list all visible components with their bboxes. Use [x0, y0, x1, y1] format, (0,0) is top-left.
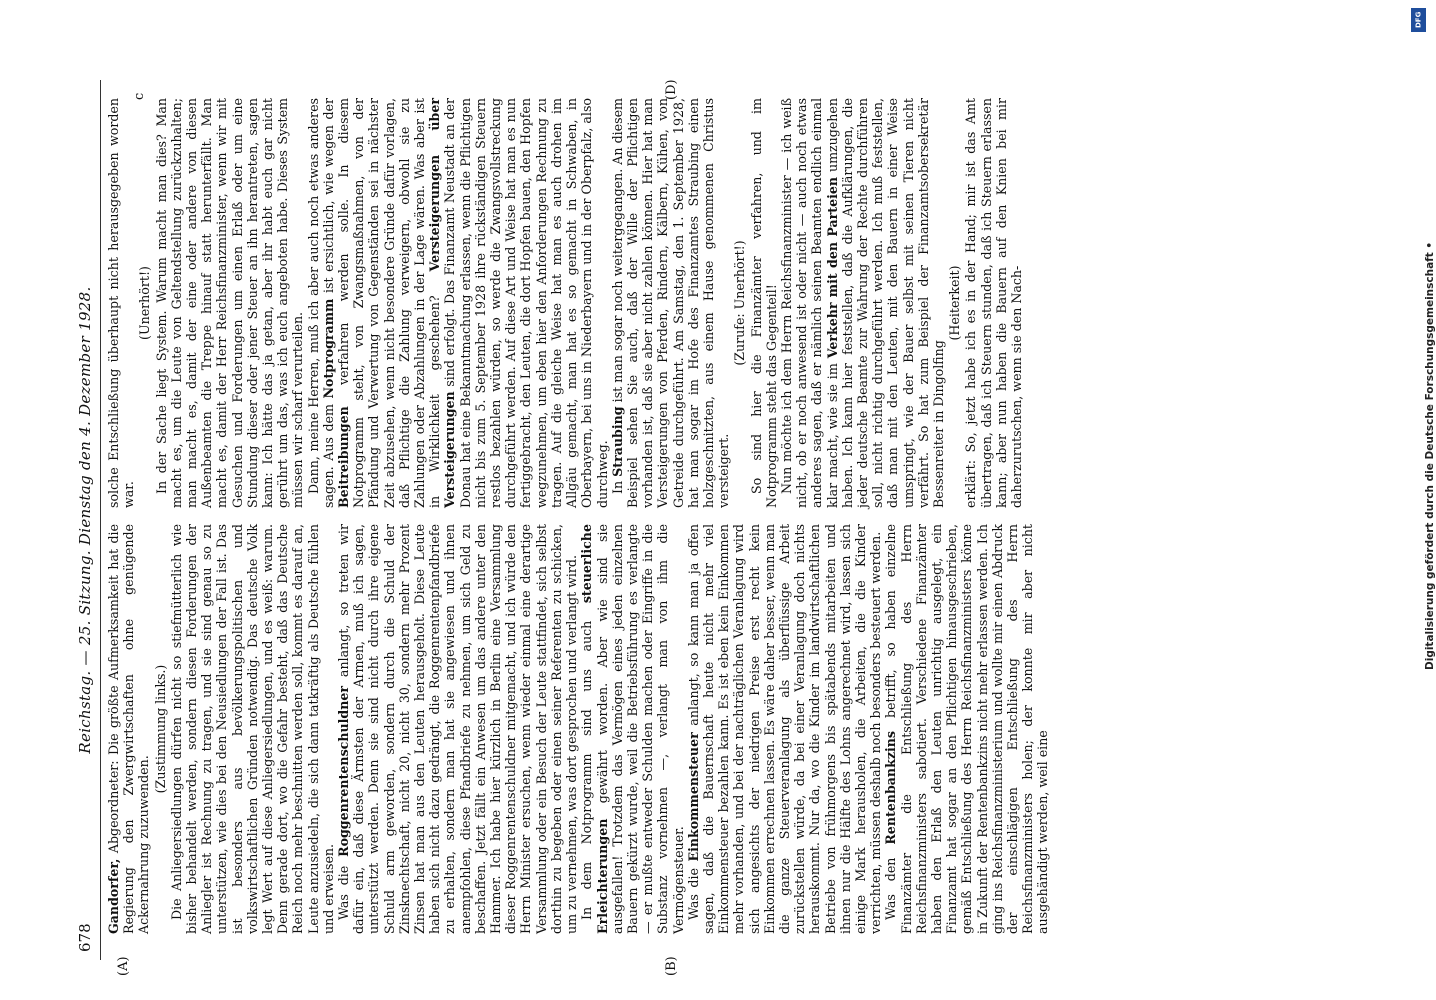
paragraph-text: sind erfolgt. Das Finanzamt Neustadt an der Donau hat eine Bekanntmachung erlassen, wenn die Pflichtigen nicht bis zum 5. September 1928 ihre rückständigen Steuern restlos bezahlen würden, so werde die Zwangsvollstreckung durchgeführt werden. Auf diese Art und Weise hat man es nun fertiggebracht, den Leuten, die dort Hopfen bauen, den Hopfen wegzunehmen, um eben hier den Anforderungen Rechnung zu tragen. Auf die gleiche Weise hat man es auch drohen im Allgäu gemacht, man hat es so gemacht in Schwaben, in Oberbayern, bei uns in Niederbayern und in der Oberpfalz, also durchweg.	[442, 98, 610, 508]
paragraph	[883, 524, 1050, 934]
paragraph-text: Was den	[883, 857, 899, 920]
dfg-logo: DFG	[1411, 8, 1426, 32]
paragraph-text: verfahren werden solle. In diesem Notprogramm steht, von Zwangsmaßnahmen, von der Pfändung und Verwertung von Gegenständen sei in nächster Zeit abzusehen, wenn nicht besondere Gründe dafür vorlagen, daß Pflichtige die Zahlung verweigern, obwohl sie zu Zahlungen oder Abzahlungen in der Lage wären. Was aber ist in Wirklichkeit geschehen?	[336, 98, 443, 508]
interjection: (Unerhört!)	[137, 266, 153, 340]
left-column	[106, 524, 1051, 934]
page-number: 678	[76, 923, 94, 952]
paragraph: solche Entschließung überhaupt nicht herausgegeben worden war.	[106, 98, 137, 508]
paragraph	[779, 98, 946, 508]
bold-term: Beitreibungen	[336, 406, 352, 508]
interjection: (Zurufe: Unerhört!)	[732, 240, 748, 366]
paragraph-text: ist man sogar noch weitergegangen. An diesem Beispiel sehen Sie auch, daß der Wille der Pflichtigen vorhanden ist, daß sie aber nicht zahlen können. Hier hat man Versteigerungen von Pferden, Rindern, Kälbern, Kühen, von Getreide durchgeführt. Am Samstag, den 1. September 1928, hat man sogar im Hofe des Finanzamtes Straubing einen holzgeschnitzten, aus einem Hause genommenen Christus versteigert.	[609, 98, 732, 508]
paragraph: Die Anliegersiedlungen dürfen nicht so stiefmütterlich wie bisher behandelt werden, sondern diesen Forderungen der Anliegler ist Rechnung zu tragen, und sie sind genau so zu unterstützen, wie dies bei den Neusiedlungen der Fall ist. Das ist besonders aus bevölkerungspolitischen und volkswirtschaftlichen Gründen notwendig. Das deutsche Volk legt Wert auf diese Anliegersiedlungen, und es weiß: warum. Denn gerade dort, wo die Gefahr besteht, daß das Deutsche Reich noch mehr beschnitten werden soll, kommt es darauf an, Leute anzusiedeln, die sich dann tatkräftig als Deutsche fühlen und erweisen.	[168, 524, 336, 934]
bold-term: Verkehr mit den Parteien	[824, 176, 840, 359]
interjection: (Zustimmung links.)	[152, 664, 168, 794]
paragraph: In der Sache liegt System. Warum macht man dies? Man macht es, um die Leute von Geltendstellung zurückzuhalten; man macht es, damit der eine oder andere von diesen Außenbeamten die Treppe hinauf statt herunterfällt. Man macht es, damit der Herr Reichsfinanzminister, wenn wir mit Gesuchen und Forderungen um einen Erlaß oder um eine Stundung dieser oder jener Steuer an ihn herantreten, sagen kann: Ich hätte das ja getan, aber ihr habt euch gar nicht gerührt um das, was ich euch angeboten habe. Dieses System müssen wir scharf verurteilen.	[153, 98, 306, 508]
digitisation-text: Digitalisierung gefördert durch die Deutsche Forschungsgemeinschaft •	[1424, 241, 1436, 670]
paragraph	[610, 98, 732, 508]
speaker-name: Gandorfer,	[106, 858, 121, 934]
paragraph-text: anlangt, so treten wir dafür ein, daß diese Ärmsten der Armen, muß ich sagen, unterstützt werden. Denn sie sind nicht durch ihre eigene Schuld arm geworden, sondern durch die Schuld der Zinsknechtschaft, nicht 20, nicht 30, sondern mehr Prozent Zinsen hat man aus den Leuten herausgeholt. Diese Leute haben sich nicht dazu gedrängt, die Roggenrentenpfandbriefe zu erhalten, sondern man hat sie angewiesen und ihnen anempfohlen, diese Pfandbriefe zu nehmen, um sich Geld zu beschaffen. Jetzt fällt ein Anwesen um das andere unter den Hammer. Ich habe hier kürzlich in Berlin eine Versammlung dieser Roggenrentenschuldner mitgemacht, und ich würde den Herrn Minister ersuchen, wenn wieder einmal eine derartige Versammlung oder ein Besuch der Leute stattfindet, sich selbst dorthin zu begeben oder einen seiner Referenten zu schicken, um zu vernehmen, was dort gesprochen und verlangt wird.	[336, 524, 580, 934]
paragraph-text: In dem Notprogramm sind uns auch	[579, 620, 595, 920]
paragraph	[306, 98, 610, 508]
paragraph-text: gewährt worden. Aber wie sind sie ausgefallen! Trotzdem das Vermögen eines jeden einzelnen Bauern gekürzt wurde, weil die Betriebsführung es verlangte — er mußte entweder Schulden machen oder Eingriffe in die Substanz vornehmen —, verlangt man von ihm die Vermögensteuer.	[594, 524, 686, 934]
paragraph-text: In	[609, 480, 625, 494]
paragraph-text: Die größte Aufmerksamkeit hat die Regierung den Zwergwirtschaften ohne genügende Ackernahrung zuzuwenden.	[106, 523, 152, 934]
speaker-role: Abgeordneter:	[106, 760, 121, 854]
bold-term: Einkommensteuer	[685, 732, 701, 862]
running-title: Reichstag. — 25. Sitzung. Dienstag den 4. Dezember 1928.	[76, 286, 94, 754]
bold-term: Versteigerungen über Versteigerungen	[427, 98, 458, 508]
paragraph	[686, 524, 884, 934]
margin-mark-b: (B)	[664, 956, 679, 976]
paragraph-text: ist ersichtlich, wie wegen der	[320, 98, 336, 294]
right-column	[106, 98, 1024, 508]
bold-term: Notprogramm	[320, 298, 336, 399]
margin-mark-a: (A)	[116, 956, 131, 976]
paragraph	[579, 524, 685, 934]
paragraph-text: Nun möchte ich dem Herrn Reichsfinanzminister — ich weiß nicht, ob er noch anwesend ist oder nicht — auch noch etwas anderes sagen, daß er nämlich seinen Beamten endlich einmal klar macht, wie sie im	[778, 98, 840, 508]
bold-term: Roggenrentenschuldner	[336, 685, 352, 857]
bold-term: Straubing	[609, 406, 625, 477]
margin-mark-c: c	[132, 92, 147, 100]
speaker-paragraph	[106, 524, 152, 934]
header-rule	[100, 80, 101, 960]
paragraph-text: anlangt, so kann man ja offen sagen, daß die Bauernschaft heute nicht mehr viel Einkommensteuer bezahlen kann. Es ist eben kein Einkommen mehr vorhanden, und bei der nachträglichen Veranlagung wird sich angesichts der niedrigen Preise erst recht kein Einkommen errechnen lassen. Es wäre daher besser, wenn man die ganze Steuerveranlagung als überflüssige Arbeit zurückstellen würde, da bei einer Veranlagung doch nichts herauskommt. Nur da, wo die Kinder im landwirtschaftlichen Betriebe von frühmorgens bis spätabends mitarbeiten und ihnen nur die Hälfte des Lohns angerechnet wird, lassen sich einige Mark herausholen, die Arbeiten, die die Kinder verrichten, müssen deshalb noch besonders besteuert werden.	[685, 524, 884, 934]
paragraph: So sind hier die Finanzämter verfahren, und im Notprogramm steht das Gegenteil!	[748, 98, 779, 508]
bold-term: Rentenbankzins	[883, 731, 899, 845]
digitisation-note	[1410, 0, 1436, 1000]
rotated-document-page	[72, 79, 1312, 976]
paragraph-text: umzugehen haben. Ich kann hier feststellen, daß die Aufklärungen, die jeder deutsche Beamte zur Wahrung der Rechte durchführen soll, nicht richtig durchgeführt werden. Ich muß feststellen, daß man mit den Leuten, mit den Bauern in einer Weise umspringt, wie der Bauer selbst mit seinen Tieren nicht verfährt. So hat zum Beispiel der Finanzamtsobersekretär Bessenreiter in Dingolfing	[824, 98, 946, 508]
interjection: (Heiterkeit)	[947, 265, 963, 341]
bold-term: steuerliche Erleichterungen	[579, 524, 610, 934]
paragraph: erklärt: So, jetzt habe ich es in der Hand; mir ist das Amt übertragen, daß ich Steuern stunden, daß ich Steuern erlassen kann; aber nun haben die Bauern auf den Knien bei mir daherzurutschen, wenn sie den Nach-	[963, 98, 1024, 508]
paragraph-text: betrifft, so haben einzelne Finanzämter die Entschließung des Herrn Reichsfinanzministers sabotiert. Verschiedene Finanzämter haben den Erlaß den Leuten unrichtig ausgelegt, ein Finanzamt hat sogar an den Pflichtigen hinausgeschrieben, gemäß Entschließung des Herrn Reichsfinanzministers könne in Zukunft der Rentenbankzins nicht mehr erlassen werden. Ich ging ins Reichsfinanzministerium und wollte mir einen Abdruck der einschlägigen Entschließung des Herrn Reichsfinanzministers holen; der konnte mir aber nicht ausgehändigt werden, weil eine	[883, 524, 1051, 934]
paragraph-text: Dann, meine Herren, muß ich aber auch noch etwas anderes sagen. Aus dem	[305, 98, 336, 508]
margin-mark-d: (D)	[664, 79, 679, 100]
paragraph	[336, 524, 579, 934]
paragraph-text: Was die	[685, 868, 701, 920]
paragraph-text: Was die	[336, 865, 352, 920]
running-header	[74, 80, 100, 960]
